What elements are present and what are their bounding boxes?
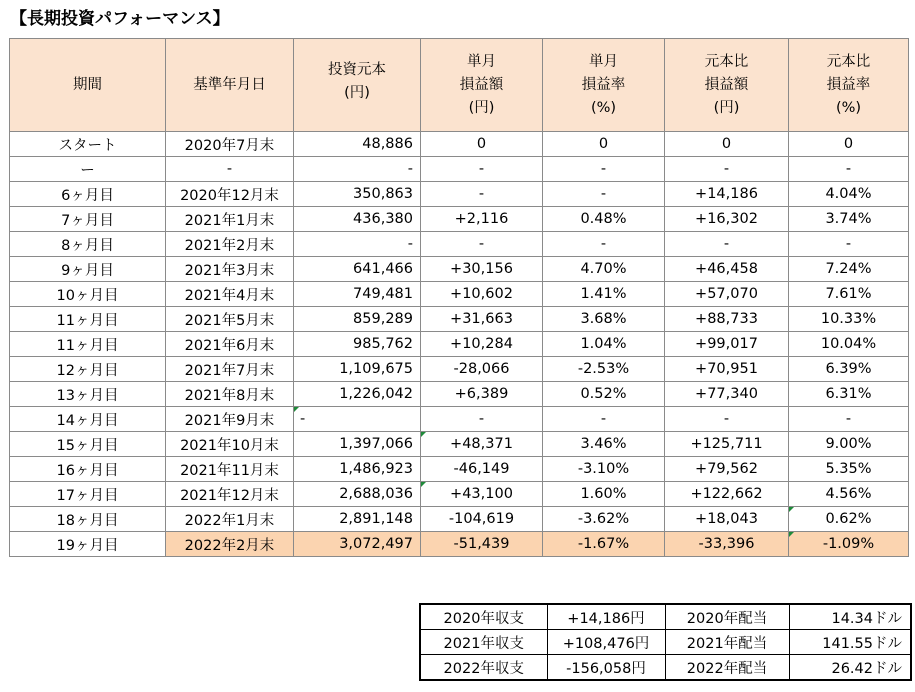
- cell-base-date: -: [166, 157, 294, 182]
- cell-monthly-pl: +6,389: [421, 382, 543, 407]
- table-row: [10, 257, 909, 282]
- year-dividend-value: 14.34ドル: [789, 604, 911, 630]
- year-dividend-label: 2022年配当: [665, 655, 789, 681]
- cell-principal: 1,397,066: [294, 432, 421, 457]
- table-row: [10, 157, 909, 182]
- header-principal-rate-l2: 損益率: [826, 76, 871, 93]
- cell-monthly-pl: -: [421, 407, 543, 432]
- cell-monthly-rate: 1.41%: [543, 282, 665, 307]
- cell-principal-pl: +122,662: [665, 482, 789, 507]
- cell-principal: -: [294, 407, 421, 432]
- cell-principal-pl: -: [665, 232, 789, 257]
- header-principal-pl-l1: 元本比: [704, 53, 749, 70]
- year-balance-label: 2020年収支: [420, 604, 547, 630]
- cell-monthly-pl: -: [421, 232, 543, 257]
- cell-monthly-rate: 1.04%: [543, 332, 665, 357]
- header-row: [10, 39, 909, 132]
- cell-principal-rate: 6.31%: [789, 382, 909, 407]
- cell-principal-rate: 10.33%: [789, 307, 909, 332]
- cell-base-date: 2021年3月末: [166, 257, 294, 282]
- cell-principal-rate: 7.61%: [789, 282, 909, 307]
- header-principal-rate-l3: (%): [835, 99, 862, 116]
- cell-base-date: 2021年8月末: [166, 382, 294, 407]
- cell-period: 12ヶ月目: [10, 357, 166, 382]
- cell-principal: -: [294, 157, 421, 182]
- cell-period: 7ヶ月目: [10, 207, 166, 232]
- cell-monthly-pl: +10,602: [421, 282, 543, 307]
- cell-base-date: 2020年12月末: [166, 182, 294, 207]
- cell-monthly-rate: -: [543, 232, 665, 257]
- cell-principal-pl: +125,711: [665, 432, 789, 457]
- cell-period: 16ヶ月目: [10, 457, 166, 482]
- year-balance-value: +14,186円: [547, 604, 665, 630]
- cell-period: 14ヶ月目: [10, 407, 166, 432]
- year-dividend-value: 26.42ドル: [789, 655, 911, 681]
- summary-table: [419, 603, 912, 681]
- cell-period: 9ヶ月目: [10, 257, 166, 282]
- summary-row: [420, 630, 911, 655]
- summary-row: [420, 655, 911, 681]
- cell-base-date: 2021年10月末: [166, 432, 294, 457]
- cell-base-date: 2022年1月末: [166, 507, 294, 532]
- cell-monthly-pl: -: [421, 157, 543, 182]
- cell-base-date: 2020年7月末: [166, 132, 294, 157]
- performance-table: [9, 38, 909, 557]
- cell-principal-rate: 7.24%: [789, 257, 909, 282]
- cell-principal: 859,289: [294, 307, 421, 332]
- cell-principal: 350,863: [294, 182, 421, 207]
- table-row: [10, 332, 909, 357]
- cell-principal-pl: -: [665, 157, 789, 182]
- cell-monthly-pl: +48,371: [421, 432, 543, 457]
- cell-period: 19ヶ月目: [10, 532, 166, 557]
- cell-monthly-rate: 1.60%: [543, 482, 665, 507]
- cell-principal: 48,886: [294, 132, 421, 157]
- cell-base-date: 2021年6月末: [166, 332, 294, 357]
- cell-principal-rate: 4.04%: [789, 182, 909, 207]
- cell-monthly-rate: -3.10%: [543, 457, 665, 482]
- cell-principal-pl: +46,458: [665, 257, 789, 282]
- table-row: [10, 432, 909, 457]
- cell-principal-rate: 5.35%: [789, 457, 909, 482]
- cell-principal-pl: +57,070: [665, 282, 789, 307]
- header-principal-l1: 投資元本: [328, 62, 386, 78]
- cell-period: 6ヶ月目: [10, 182, 166, 207]
- cell-principal-rate: 0.62%: [789, 507, 909, 532]
- cell-monthly-pl: -51,439: [421, 532, 543, 557]
- cell-monthly-pl: +43,100: [421, 482, 543, 507]
- header-principal-rate-l1: 元本比: [826, 53, 871, 70]
- cell-base-date: 2021年4月末: [166, 282, 294, 307]
- cell-principal-rate: 4.56%: [789, 482, 909, 507]
- cell-principal-pl: +88,733: [665, 307, 789, 332]
- cell-principal: 749,481: [294, 282, 421, 307]
- header-principal-pl-l3: (円): [713, 99, 740, 116]
- header-principal-pl: [665, 39, 789, 132]
- header-base-date-label: 基準年月日: [193, 76, 266, 93]
- cell-period: 18ヶ月目: [10, 507, 166, 532]
- year-dividend-value: 141.55ドル: [789, 630, 911, 655]
- cell-period: 15ヶ月目: [10, 432, 166, 457]
- page-title: 【長期投資パフォーマンス】: [10, 9, 230, 29]
- header-principal-l2: (円): [344, 85, 370, 101]
- cell-monthly-pl: +2,116: [421, 207, 543, 232]
- cell-monthly-rate: -1.67%: [543, 532, 665, 557]
- cell-period: 13ヶ月目: [10, 382, 166, 407]
- cell-principal-pl: +99,017: [665, 332, 789, 357]
- cell-principal-rate: -: [789, 407, 909, 432]
- cell-principal-rate: 10.04%: [789, 332, 909, 357]
- cell-principal-pl: -33,396: [665, 532, 789, 557]
- cell-principal-rate: -: [789, 157, 909, 182]
- cell-monthly-rate: -: [543, 407, 665, 432]
- cell-monthly-pl: -46,149: [421, 457, 543, 482]
- cell-monthly-rate: -3.62%: [543, 507, 665, 532]
- cell-principal-rate: 0: [789, 132, 909, 157]
- header-principal: [294, 39, 421, 132]
- header-monthly-pl-l1: 単月: [467, 53, 496, 70]
- year-balance-value: -156,058円: [547, 655, 665, 681]
- cell-base-date: 2021年7月末: [166, 357, 294, 382]
- cell-principal-pl: +18,043: [665, 507, 789, 532]
- cell-note-indicator-icon: [421, 482, 426, 487]
- cell-monthly-pl: +10,284: [421, 332, 543, 357]
- header-monthly-rate: [543, 39, 665, 132]
- year-balance-label: 2021年収支: [420, 630, 547, 655]
- table-row: [10, 507, 909, 532]
- cell-monthly-rate: 3.46%: [543, 432, 665, 457]
- cell-principal-rate: -1.09%: [789, 532, 909, 557]
- cell-principal-pl: +79,562: [665, 457, 789, 482]
- cell-monthly-rate: -: [543, 182, 665, 207]
- cell-monthly-pl: +31,663: [421, 307, 543, 332]
- table-row: [10, 182, 909, 207]
- cell-principal: 2,891,148: [294, 507, 421, 532]
- cell-principal-rate: -: [789, 232, 909, 257]
- header-monthly-pl-l3: (円): [468, 99, 495, 116]
- cell-monthly-rate: -: [543, 157, 665, 182]
- table-row: [10, 232, 909, 257]
- cell-base-date: 2021年1月末: [166, 207, 294, 232]
- cell-principal-pl: +77,340: [665, 382, 789, 407]
- table-row: [10, 307, 909, 332]
- cell-principal-pl: -: [665, 407, 789, 432]
- year-dividend-label: 2021年配当: [665, 630, 789, 655]
- cell-base-date: 2021年11月末: [166, 457, 294, 482]
- cell-period: 11ヶ月目: [10, 307, 166, 332]
- header-period-label: 期間: [73, 76, 102, 93]
- cell-principal-rate: 3.74%: [789, 207, 909, 232]
- table-row: [10, 482, 909, 507]
- cell-base-date: 2022年2月末: [166, 532, 294, 557]
- table-row: [10, 457, 909, 482]
- table-row: [10, 407, 909, 432]
- header-monthly-pl-l2: 損益額: [459, 76, 504, 93]
- cell-period: 8ヶ月目: [10, 232, 166, 257]
- header-monthly-rate-l2: 損益率: [581, 76, 626, 93]
- cell-principal-rate: 9.00%: [789, 432, 909, 457]
- cell-monthly-pl: -28,066: [421, 357, 543, 382]
- header-monthly-rate-l1: 単月: [589, 53, 618, 70]
- cell-principal: -: [294, 232, 421, 257]
- table-row: [10, 282, 909, 307]
- table-row: [10, 207, 909, 232]
- year-dividend-label: 2020年配当: [665, 604, 789, 630]
- cell-note-indicator-icon: [294, 407, 299, 412]
- year-balance-value: +108,476円: [547, 630, 665, 655]
- cell-principal: 2,688,036: [294, 482, 421, 507]
- cell-monthly-rate: 4.70%: [543, 257, 665, 282]
- header-monthly-pl: [421, 39, 543, 132]
- header-principal-rate: [789, 39, 909, 132]
- cell-base-date: 2021年2月末: [166, 232, 294, 257]
- cell-period: 10ヶ月目: [10, 282, 166, 307]
- header-monthly-rate-l3: (%): [590, 99, 617, 116]
- cell-principal: 436,380: [294, 207, 421, 232]
- header-principal-pl-l2: 損益額: [704, 76, 749, 93]
- cell-principal-rate: 6.39%: [789, 357, 909, 382]
- table-row: [10, 357, 909, 382]
- header-base-date: [166, 39, 294, 132]
- cell-period: 11ヶ月目: [10, 332, 166, 357]
- cell-monthly-rate: 0.52%: [543, 382, 665, 407]
- cell-base-date: 2021年12月末: [166, 482, 294, 507]
- cell-period: スタート: [10, 132, 166, 157]
- cell-principal-pl: +14,186: [665, 182, 789, 207]
- cell-monthly-pl: -104,619: [421, 507, 543, 532]
- cell-note-indicator-icon: [789, 532, 794, 537]
- cell-monthly-pl: 0: [421, 132, 543, 157]
- cell-monthly-rate: 0.48%: [543, 207, 665, 232]
- cell-note-indicator-icon: [789, 507, 794, 512]
- cell-monthly-rate: -2.53%: [543, 357, 665, 382]
- cell-principal: 3,072,497: [294, 532, 421, 557]
- cell-principal: 1,226,042: [294, 382, 421, 407]
- cell-principal-pl: +16,302: [665, 207, 789, 232]
- cell-principal: 1,486,923: [294, 457, 421, 482]
- year-balance-label: 2022年収支: [420, 655, 547, 681]
- cell-period: 17ヶ月目: [10, 482, 166, 507]
- cell-note-indicator-icon: [421, 432, 426, 437]
- table-row: [10, 132, 909, 157]
- summary-row: [420, 604, 911, 630]
- cell-principal: 985,762: [294, 332, 421, 357]
- cell-monthly-rate: 3.68%: [543, 307, 665, 332]
- table-row: [10, 382, 909, 407]
- cell-base-date: 2021年9月末: [166, 407, 294, 432]
- cell-monthly-rate: 0: [543, 132, 665, 157]
- cell-monthly-pl: -: [421, 182, 543, 207]
- cell-principal-pl: +70,951: [665, 357, 789, 382]
- cell-principal: 641,466: [294, 257, 421, 282]
- cell-principal: 1,109,675: [294, 357, 421, 382]
- cell-period: ー: [10, 157, 166, 182]
- cell-principal-pl: 0: [665, 132, 789, 157]
- table-row: [10, 532, 909, 557]
- header-period: [10, 39, 166, 132]
- cell-base-date: 2021年5月末: [166, 307, 294, 332]
- cell-monthly-pl: +30,156: [421, 257, 543, 282]
